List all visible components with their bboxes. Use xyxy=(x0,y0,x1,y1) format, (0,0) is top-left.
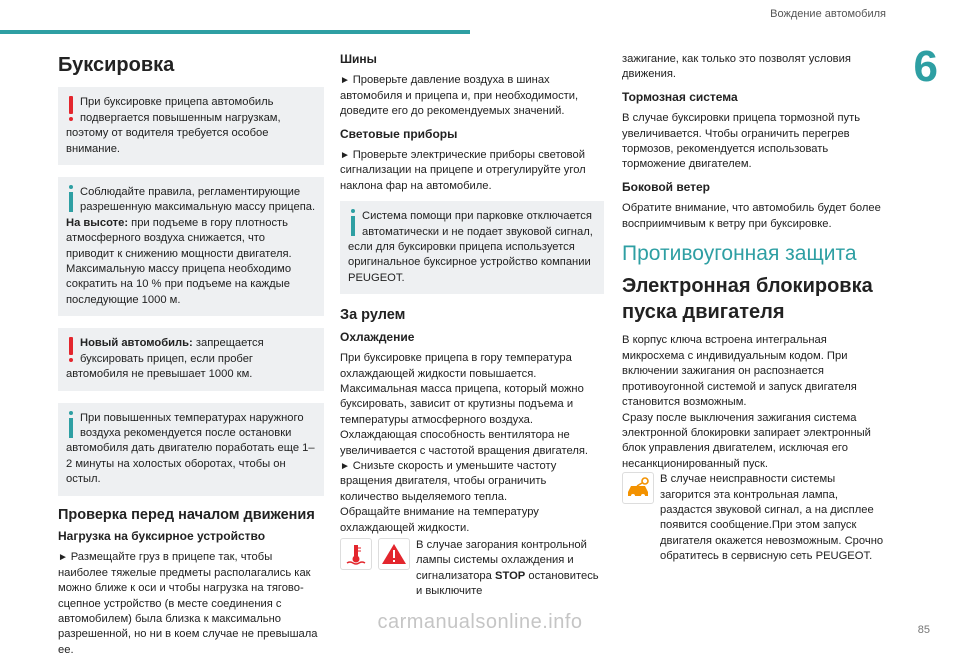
paragraph-continued: зажигание, как только это позволят условия движения. xyxy=(622,53,851,81)
column-3 xyxy=(622,52,886,565)
info-icon xyxy=(66,411,80,441)
header-accent-bar xyxy=(0,30,470,34)
watermark: carmanualsonline.info xyxy=(377,611,583,633)
cooling-lamp-text-end: остановитесь и выключите xyxy=(416,569,599,598)
header-title: Вождение автомобиля xyxy=(770,8,886,20)
stop-label: STOP xyxy=(494,569,526,582)
icon-group xyxy=(622,472,654,504)
warning-icon xyxy=(66,336,80,366)
warning-box xyxy=(58,87,324,165)
paragraph-tyres: ► Проверьте давление воздуха в шинах автомобиля и прицепа и, при необходимости, доведите его до рекомендуемых значений. xyxy=(340,73,604,119)
paragraph-immobiliser-1: В корпус ключа встроена интегральная микросхема с индивидуальным кодом. При включении зажигания он распознается противоугонной системой и запуск двигателя становится возможным. xyxy=(622,334,857,409)
section-heading-driving: За рулем xyxy=(340,307,406,324)
subheading-brake: Тормозная система xyxy=(622,89,738,104)
info-text: Система помощи при парковке отключается автоматически и не подает звуковой сигнал, если для буксировки прицепа используется оригинальное буксирное устройство компании PEUGEOT. xyxy=(348,210,593,284)
section-title-towing: Буксировка xyxy=(58,54,175,76)
paragraph-immobiliser-2: Сразу после выключения зажигания система электронной блокировки запирает электронный блок управления двигателем, исключая его несанкционированный пуск. xyxy=(622,411,871,470)
subheading-wind: Боковой ветер xyxy=(622,179,711,194)
paragraph-cooling-lamp xyxy=(416,538,604,600)
chapter-number: 6 xyxy=(913,42,938,91)
warning-text-b: запрещается буксировать прицеп, если пробег автомобиля не превышает 1000 км. xyxy=(66,337,264,381)
subheading-tyres: Шины xyxy=(340,52,377,66)
paragraph-load: ► Размещайте груз в прицепе так, чтобы наиболее тяжелые предметы располагались как можно ближе к оси и чтобы нагрузка на тягово-сцепное устройство (в месте соединения с автомобилем) была близка к максимально разрешенной, но ни в коем случае не превышала ее. xyxy=(58,550,324,658)
info-text-a: Соблюдайте правила, регламентирующие разрешенную максимальную массу прицепа. xyxy=(80,186,316,214)
paragraph-cooling-attention: Обращайте внимание на температуру охлаждающей жидкости. xyxy=(340,506,539,534)
warning-text: При буксировке прицепа автомобиль подвергается повышенным нагрузкам, поэтому от водителя требуется особое внимание. xyxy=(66,96,281,155)
info-icon xyxy=(348,209,362,239)
cooling-lamp-row xyxy=(340,538,604,600)
subheading-lights: Световые приборы xyxy=(340,126,458,141)
warning-bold: Новый автомобиль: xyxy=(80,337,193,350)
info-text-b: при подъеме в гору плотность атмосферного воздуха снижается, что приводит к снижению мощности двигателя. Максимальную массу прицепа необходимо сократить на 10 % при подъеме на каждые последующие 1000 м. xyxy=(66,216,292,306)
paragraph-wind: Обратите внимание, что автомобиль будет более восприимчивым к ветру при буксировке. xyxy=(622,202,881,230)
immobiliser-lamp-row xyxy=(622,472,886,564)
warning-triangle-icon xyxy=(378,538,410,570)
section-heading-check: Проверка перед началом движения xyxy=(58,506,315,523)
info-bold: На высоте: xyxy=(66,216,129,229)
paragraph-brake: В случае буксировки прицепа тормозной путь увеличивается. Чтобы ограничить перегрев тормозов, рекомендуется использовать торможение двигателем. xyxy=(622,112,861,171)
cooling-lamp-text: В случае загорания контрольной лампы системы охлаждения и сигнализатора xyxy=(416,538,587,582)
key-car-icon xyxy=(622,472,654,504)
info-box xyxy=(58,403,324,496)
section-title-antitheft: Противоугонная защита xyxy=(622,242,857,266)
subheading-cooling: Охлаждение xyxy=(340,329,415,344)
warning-box xyxy=(58,328,324,390)
icon-group xyxy=(340,538,410,570)
page-number: 85 xyxy=(917,624,930,636)
section-title-immobiliser: Электронная блокировка пуска двигателя xyxy=(622,275,873,324)
info-box xyxy=(340,201,604,294)
coolant-temperature-icon xyxy=(340,538,372,570)
paragraph-cooling: При буксировке прицепа в гору температура охлаждающей жидкости повышается. Максимальная масса прицепа, который можно буксировать, зависит от крутизны подъема и температуры атмосферного воздуха. Охлаждающая способность вентилятора не увеличивается с частотой вращения двигателя. xyxy=(340,352,589,457)
warning-icon xyxy=(66,95,80,125)
paragraph-immobiliser-fault: В случае неисправности системы загорится эта контрольная лампа, раздастся звуковой сигнал, а на дисплее появится сообщение.При этом запуск двигателя окажется невозможным. Срочно обратитесь в сервисную сеть PEUGEOT. xyxy=(660,473,884,563)
info-box xyxy=(58,177,324,316)
column-1 xyxy=(58,54,324,665)
info-text: При повышенных температурах наружного воздуха рекомендуется после остановки автомобиля дать двигателю поработать еще 1–2 минуты на холостых оборотах, чтобы он остыл. xyxy=(66,411,315,486)
column-2 xyxy=(340,52,604,600)
info-text xyxy=(66,185,316,308)
warning-text xyxy=(66,336,316,382)
paragraph-lights: ► Проверьте электрические приборы световой сигнализации на прицепе и отрегулируйте угол наклона фар на автомобиле. xyxy=(340,148,604,194)
info-icon xyxy=(66,185,80,215)
subheading-load: Нагрузка на буксирное устройство xyxy=(58,528,266,543)
paragraph-cooling-bullet: ► Снизьте скорость и уменьшите частоту вращения двигателя, чтобы ограничить количество выделяемого тепла. xyxy=(340,459,604,505)
